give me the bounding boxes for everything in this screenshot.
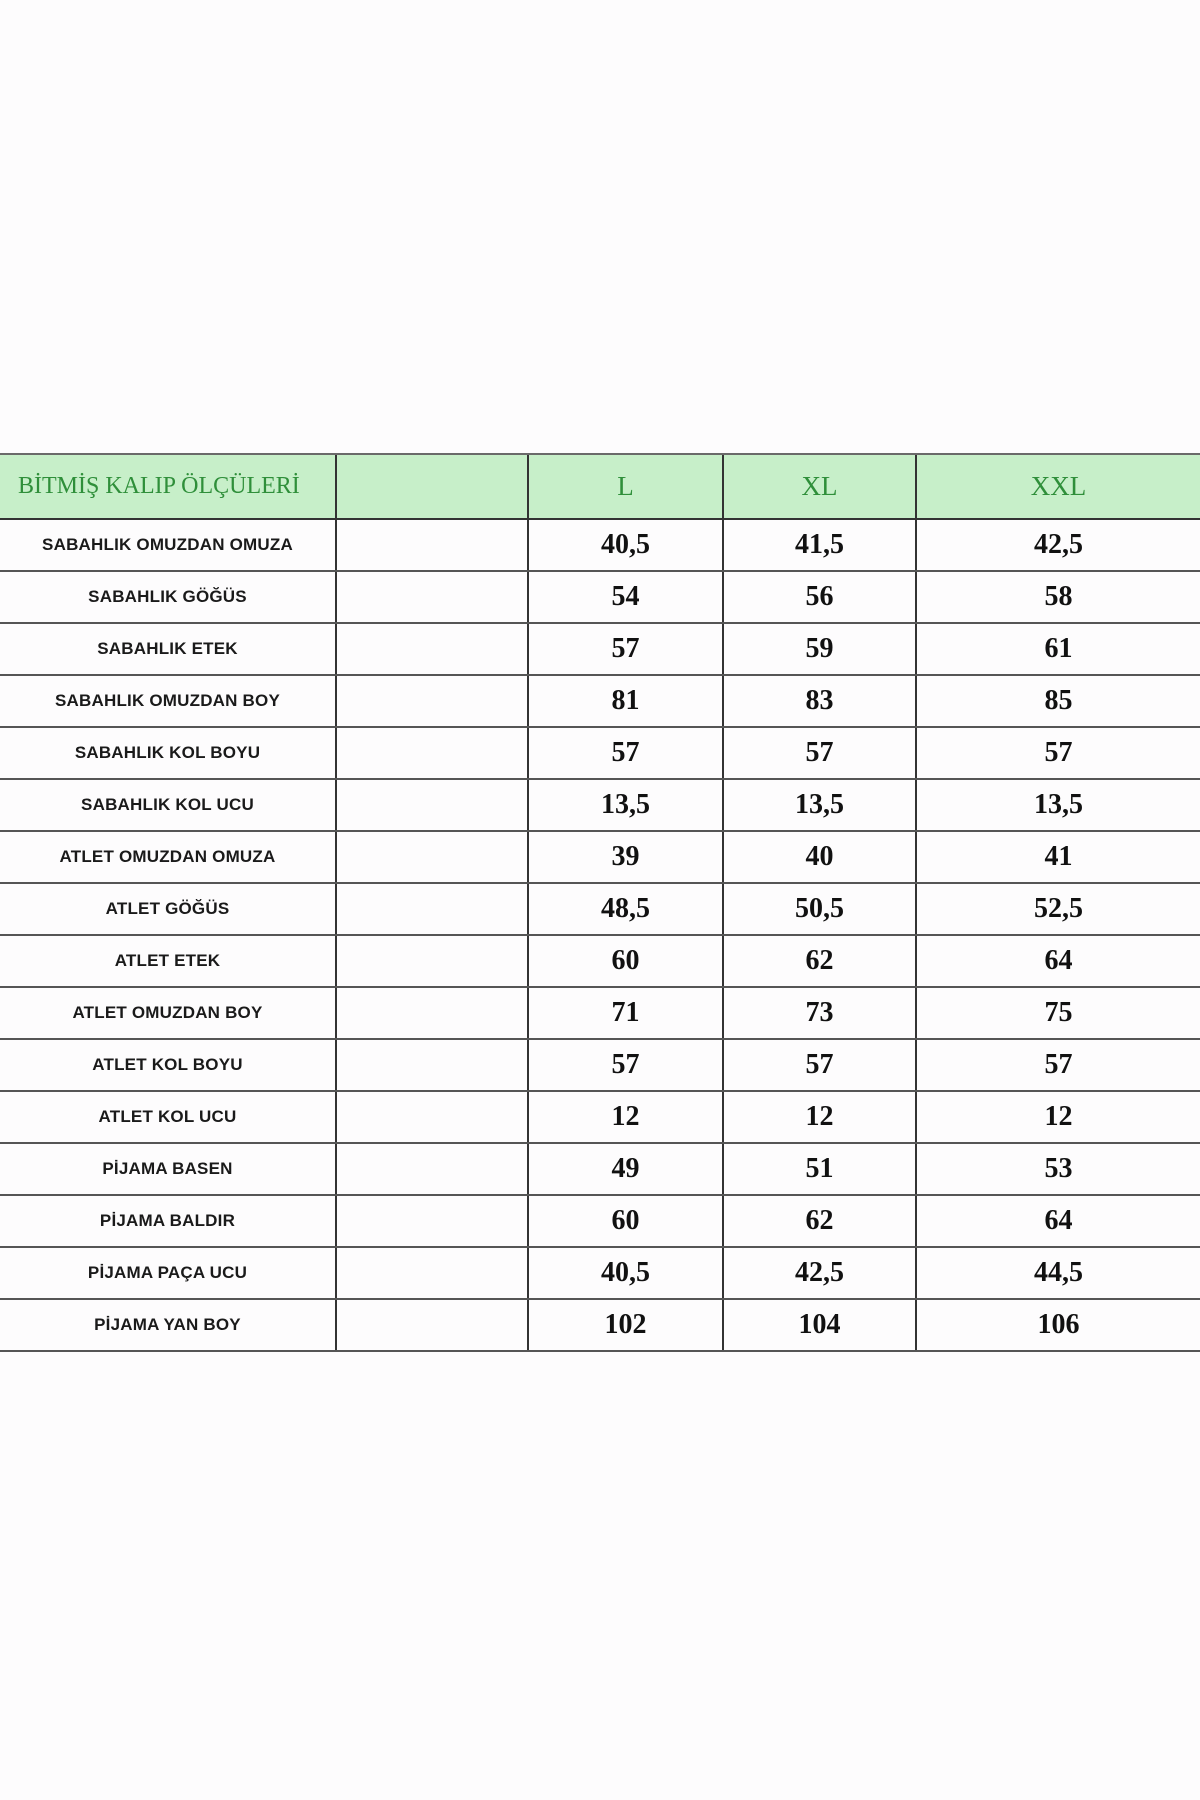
row-label: SABAHLIK KOL UCU xyxy=(0,779,336,831)
row-blank-cell xyxy=(336,883,528,935)
value-xxl: 106 xyxy=(916,1299,1200,1351)
header-title: BİTMİŞ KALIP ÖLÇÜLERİ xyxy=(0,454,336,519)
row-blank-cell xyxy=(336,623,528,675)
size-chart-table xyxy=(0,453,1200,1352)
value-l: 54 xyxy=(528,571,723,623)
value-xxl: 75 xyxy=(916,987,1200,1039)
value-xxl: 58 xyxy=(916,571,1200,623)
value-xxl: 41 xyxy=(916,831,1200,883)
value-l: 49 xyxy=(528,1143,723,1195)
value-l: 39 xyxy=(528,831,723,883)
value-xxl: 13,5 xyxy=(916,779,1200,831)
value-xl: 59 xyxy=(723,623,916,675)
row-blank-cell xyxy=(336,1091,528,1143)
value-xl: 42,5 xyxy=(723,1247,916,1299)
value-xl: 73 xyxy=(723,987,916,1039)
row-label: ATLET KOL UCU xyxy=(0,1091,336,1143)
value-xl: 83 xyxy=(723,675,916,727)
value-xl: 62 xyxy=(723,935,916,987)
table-row xyxy=(0,1195,1200,1247)
table-row xyxy=(0,1091,1200,1143)
value-xxl: 42,5 xyxy=(916,519,1200,571)
value-l: 40,5 xyxy=(528,1247,723,1299)
table-row xyxy=(0,1143,1200,1195)
row-blank-cell xyxy=(336,987,528,1039)
row-blank-cell xyxy=(336,779,528,831)
row-label: ATLET OMUZDAN OMUZA xyxy=(0,831,336,883)
row-blank-cell xyxy=(336,571,528,623)
value-l: 57 xyxy=(528,623,723,675)
header-size-xl: XL xyxy=(723,454,916,519)
header-blank xyxy=(336,454,528,519)
row-blank-cell xyxy=(336,519,528,571)
row-blank-cell xyxy=(336,727,528,779)
value-xl: 57 xyxy=(723,727,916,779)
value-xl: 104 xyxy=(723,1299,916,1351)
row-blank-cell xyxy=(336,1039,528,1091)
value-xxl: 57 xyxy=(916,1039,1200,1091)
value-xxl: 44,5 xyxy=(916,1247,1200,1299)
row-label: SABAHLIK ETEK xyxy=(0,623,336,675)
table-row xyxy=(0,727,1200,779)
value-l: 57 xyxy=(528,727,723,779)
value-l: 60 xyxy=(528,1195,723,1247)
value-xl: 41,5 xyxy=(723,519,916,571)
row-blank-cell xyxy=(336,1195,528,1247)
row-label: PİJAMA BALDIR xyxy=(0,1195,336,1247)
value-xxl: 64 xyxy=(916,935,1200,987)
value-xl: 12 xyxy=(723,1091,916,1143)
value-l: 71 xyxy=(528,987,723,1039)
value-l: 12 xyxy=(528,1091,723,1143)
value-xxl: 57 xyxy=(916,727,1200,779)
value-l: 60 xyxy=(528,935,723,987)
row-blank-cell xyxy=(336,1143,528,1195)
value-xl: 51 xyxy=(723,1143,916,1195)
value-xxl: 12 xyxy=(916,1091,1200,1143)
value-xl: 50,5 xyxy=(723,883,916,935)
header-size-xxl: XXL xyxy=(916,454,1200,519)
row-label: SABAHLIK OMUZDAN OMUZA xyxy=(0,519,336,571)
value-xxl: 61 xyxy=(916,623,1200,675)
row-label: SABAHLIK GÖĞÜS xyxy=(0,571,336,623)
row-label: PİJAMA BASEN xyxy=(0,1143,336,1195)
row-label: SABAHLIK OMUZDAN BOY xyxy=(0,675,336,727)
table-header-row xyxy=(0,454,1200,519)
value-l: 57 xyxy=(528,1039,723,1091)
value-l: 81 xyxy=(528,675,723,727)
table-row xyxy=(0,1247,1200,1299)
value-xl: 40 xyxy=(723,831,916,883)
table-row xyxy=(0,1039,1200,1091)
table-body xyxy=(0,519,1200,1351)
row-blank-cell xyxy=(336,831,528,883)
value-l: 48,5 xyxy=(528,883,723,935)
table-row xyxy=(0,883,1200,935)
table-row xyxy=(0,675,1200,727)
table-row xyxy=(0,935,1200,987)
row-label: ATLET GÖĞÜS xyxy=(0,883,336,935)
row-label: ATLET KOL BOYU xyxy=(0,1039,336,1091)
value-l: 102 xyxy=(528,1299,723,1351)
value-xxl: 52,5 xyxy=(916,883,1200,935)
row-label: PİJAMA PAÇA UCU xyxy=(0,1247,336,1299)
header-size-l: L xyxy=(528,454,723,519)
value-xxl: 53 xyxy=(916,1143,1200,1195)
table-row xyxy=(0,571,1200,623)
value-xl: 56 xyxy=(723,571,916,623)
row-label: ATLET ETEK xyxy=(0,935,336,987)
value-xxl: 64 xyxy=(916,1195,1200,1247)
row-blank-cell xyxy=(336,1247,528,1299)
row-blank-cell xyxy=(336,935,528,987)
row-label: SABAHLIK KOL BOYU xyxy=(0,727,336,779)
value-xl: 57 xyxy=(723,1039,916,1091)
table-row xyxy=(0,987,1200,1039)
value-xxl: 85 xyxy=(916,675,1200,727)
value-l: 13,5 xyxy=(528,779,723,831)
table-row xyxy=(0,779,1200,831)
row-label: PİJAMA YAN BOY xyxy=(0,1299,336,1351)
row-blank-cell xyxy=(336,1299,528,1351)
value-xl: 13,5 xyxy=(723,779,916,831)
row-label: ATLET OMUZDAN BOY xyxy=(0,987,336,1039)
row-blank-cell xyxy=(336,675,528,727)
table-row xyxy=(0,831,1200,883)
table-row xyxy=(0,1299,1200,1351)
value-l: 40,5 xyxy=(528,519,723,571)
table-row xyxy=(0,623,1200,675)
table-row xyxy=(0,519,1200,571)
value-xl: 62 xyxy=(723,1195,916,1247)
